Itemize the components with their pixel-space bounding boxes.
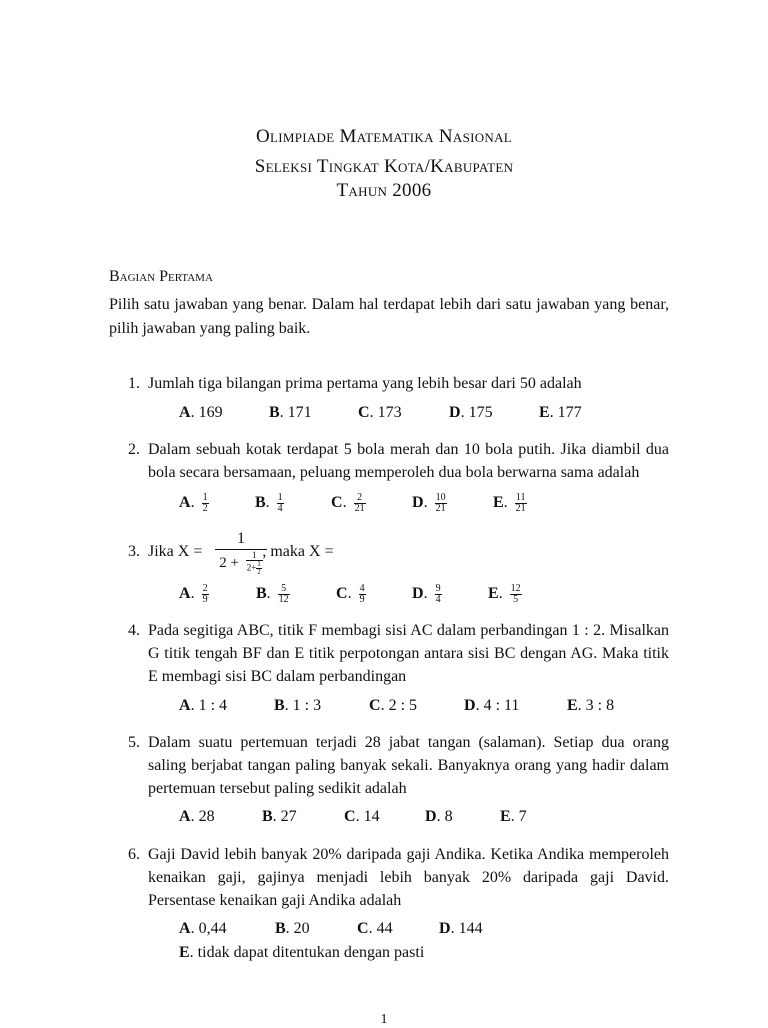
fraction-denominator: 2 + 1 2+ $\frac{1}{2}$ [219, 550, 261, 576]
option-b: B. 20 [275, 920, 310, 937]
option-a: A. 28 [179, 808, 215, 825]
option-c: C. $\frac{2}{21}$ [331, 492, 365, 514]
question-text-post: , maka X = [262, 543, 334, 560]
fraction-numerator: 1 [237, 530, 245, 547]
option-e: E. 7 [500, 808, 527, 825]
option-a: A. 169 [179, 404, 223, 421]
header-subtitle: Seleksi Tingkat Kota/Kabupaten [254, 156, 514, 177]
option-d: D. $\frac{10}{21}$ [412, 492, 446, 514]
option-e: E. 3 : 8 [567, 697, 615, 714]
question-text-pre: Jika X = [148, 543, 203, 560]
question-number: 6. [128, 846, 140, 863]
question-text: Jumlah tiga bilangan prima pertama yang lebih besar dari 50 adalah [148, 375, 582, 392]
option-b: B. 27 [262, 808, 297, 825]
question-number: 2. [128, 441, 140, 458]
option-d: D. $\frac{9}{4}$ [412, 583, 441, 605]
continued-fraction [215, 530, 267, 576]
question-number: 3. [128, 543, 140, 560]
option-e: E. $\frac{11}{21}$ [493, 492, 526, 514]
option-e: E. 177 [539, 404, 582, 421]
section-title: Bagian Pertama [109, 268, 213, 285]
option-a: A. $\frac{2}{9}$ [179, 583, 208, 605]
option-d: D. 175 [449, 404, 493, 421]
option-d: D. 8 [425, 808, 453, 825]
option-b: B. 171 [269, 404, 312, 421]
option-e: E. tidak dapat ditentukan dengan pasti [179, 944, 425, 961]
question-6 [128, 843, 669, 912]
header-title: Olimpiade Matematika Nasional [255, 126, 513, 147]
option-c: C. $\frac{4}{9}$ [336, 583, 365, 605]
option-c: C. 173 [358, 404, 402, 421]
question-text: Dalam sebuah kotak terdapat 5 bola merah dan 10 bola putih. Jika diambil dua bola secara bersamaan, peluang memperoleh dua bola berwarna sama adalah [148, 441, 669, 481]
question-text: Pada segitiga ABC, titik F membagi sisi AC dalam perbandingan 1 : 2. Misalkan G titik tengah BF dan E titik perpotongan antara sisi BC dengan AG. Maka titik E membagi sisi BC dalam perbandingan [148, 622, 669, 685]
option-c: C. 2 : 5 [369, 697, 418, 714]
option-d: D. 4 : 11 [464, 697, 520, 714]
option-a: A. 0,44 [179, 920, 227, 937]
question-text: Dalam suatu pertemuan terjadi 28 jabat tangan (salaman). Setiap dua orang saling berjabat tangan paling banyak sekali. Banyaknya orang yang hadir dalam pertemuan tersebut paling sedikit adalah [148, 734, 669, 797]
option-b: B. $\frac{5}{12}$ [256, 583, 289, 605]
question-text: Gaji David lebih banyak 20% daripada gaji Andika. Ketika Andika memperoleh kenaikan gaji, gajinya menjadi lebih banyak 20% daripada gaji David. Persentase kenaikan gaji Andika adalah [148, 846, 669, 909]
option-a: A. 1 : 4 [179, 697, 228, 714]
header-year: Tahun 2006 [336, 180, 432, 201]
instructions: Pilih satu jawaban yang benar. Dalam hal terdapat lebih dari satu jawaban yang benar, pilih jawaban yang paling baik. [109, 296, 669, 337]
question-4 [128, 619, 669, 688]
option-c: C. 44 [357, 920, 393, 937]
question-number: 4. [128, 622, 140, 639]
question-3 [128, 540, 669, 563]
option-c: C. 14 [344, 808, 380, 825]
question-1 [128, 372, 669, 395]
question-5 [128, 731, 669, 800]
option-a: A. $\frac{1}{2}$ [179, 492, 208, 514]
option-e: E. $\frac{12}{5}$ [488, 583, 521, 605]
question-number: 5. [128, 734, 140, 751]
question-number: 1. [128, 375, 140, 392]
page-number: 1 [380, 1012, 388, 1027]
option-b: B. 1 : 3 [274, 697, 322, 714]
option-d: D. 144 [439, 920, 483, 937]
option-b: B. $\frac{1}{4}$ [255, 492, 283, 514]
question-2 [128, 438, 669, 484]
